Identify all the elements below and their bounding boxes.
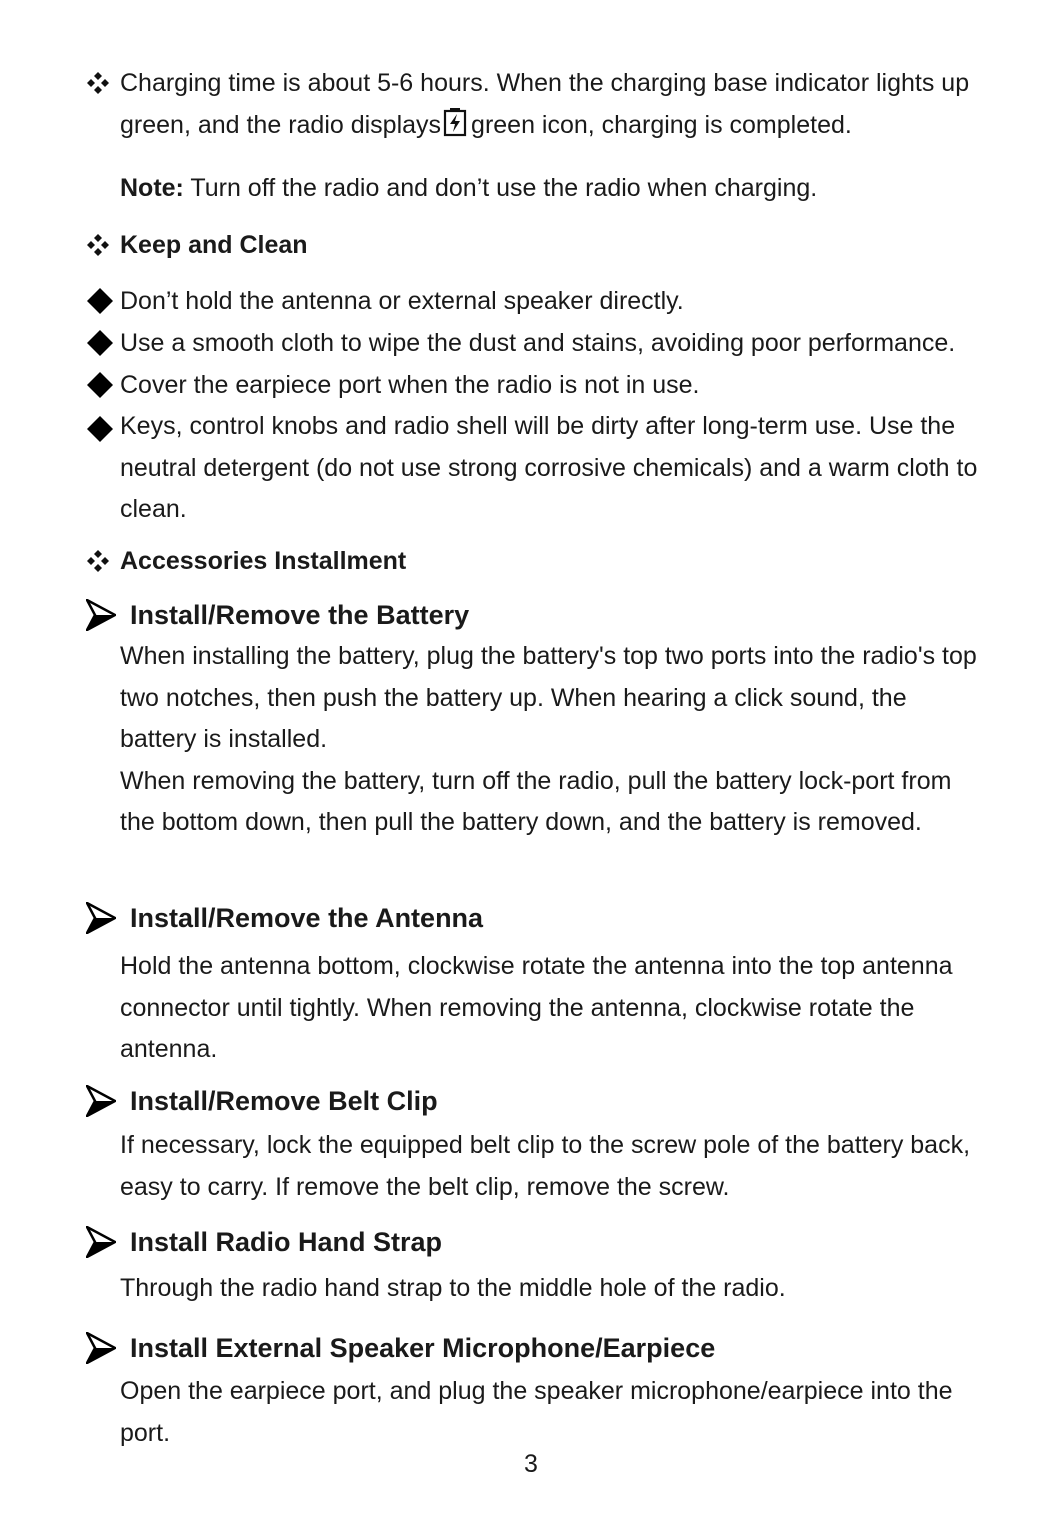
keep-clean-item-1 bbox=[86, 281, 988, 323]
battery-charging-icon bbox=[443, 107, 467, 151]
arrowhead-bullet-icon bbox=[86, 1225, 116, 1259]
charging-text-before-icon: Charging time is about 5-6 hours. When the charging base indicator lights up green, and the radio displays bbox=[120, 69, 970, 139]
keep-clean-item-3 bbox=[86, 365, 988, 407]
keep-clean-item-4 bbox=[86, 406, 988, 531]
section-antenna-heading-item bbox=[86, 901, 988, 935]
section-battery-paragraph-1: When installing the battery, plug the battery's top two ports into the radio's top two notches, then push the battery up. When hearing a click sound, the battery is installed. bbox=[120, 642, 977, 754]
black-diamond-bullet-icon bbox=[86, 288, 116, 314]
section-hand-strap-body bbox=[86, 1268, 988, 1310]
note-label: Note: bbox=[120, 174, 184, 202]
section-hand-strap-title: Install Radio Hand Strap bbox=[130, 1227, 443, 1257]
section-belt-clip-body bbox=[86, 1125, 988, 1208]
arrowhead-bullet-icon bbox=[86, 1084, 116, 1118]
accessories-heading: Accessories Installment bbox=[120, 547, 407, 575]
keep-clean-heading-item bbox=[86, 229, 988, 261]
charging-text bbox=[120, 63, 988, 150]
section-battery-paragraph-2: When removing the battery, turn off the radio, pull the battery lock-port from the bottom down, then pull the battery down, and the battery is removed. bbox=[120, 766, 952, 837]
arrowhead-bullet-icon bbox=[86, 1331, 116, 1365]
keep-clean-text-2: Use a smooth cloth to wipe the dust and stains, avoiding poor performance. bbox=[120, 329, 956, 357]
black-diamond-bullet-icon bbox=[86, 372, 116, 398]
section-speaker-mic-heading-item bbox=[86, 1331, 988, 1365]
accessories-heading-item bbox=[86, 545, 988, 577]
note-line bbox=[86, 168, 988, 210]
four-diamond-bullet-icon bbox=[86, 71, 116, 95]
section-battery-body bbox=[86, 636, 988, 844]
keep-clean-text-3: Cover the earpiece port when the radio is not in use. bbox=[120, 371, 700, 399]
section-belt-clip-heading-item bbox=[86, 1084, 988, 1118]
section-antenna-title: Install/Remove the Antenna bbox=[130, 903, 484, 933]
note-text: Turn off the radio and don’t use the radio when charging. bbox=[183, 174, 818, 202]
arrowhead-bullet-icon bbox=[86, 598, 116, 632]
black-diamond-bullet-icon bbox=[86, 330, 116, 356]
section-belt-clip-paragraph-1: If necessary, lock the equipped belt clip to the screw pole of the battery back, easy to carry. If remove the belt clip, remove the screw. bbox=[120, 1131, 971, 1201]
section-battery-heading-item bbox=[86, 598, 988, 632]
charging-text-after-icon: green icon, charging is completed. bbox=[471, 110, 852, 139]
keep-clean-text-4: Keys, control knobs and radio shell will be dirty after long-term use. Use the neutral detergent (do not use strong corrosive chemicals) and a warm cloth to clean. bbox=[120, 412, 978, 524]
page-number: 3 bbox=[524, 1450, 538, 1478]
charging-item bbox=[86, 63, 988, 150]
section-belt-clip-title: Install/Remove Belt Clip bbox=[130, 1086, 438, 1116]
section-speaker-mic-body bbox=[86, 1371, 988, 1454]
keep-clean-text-1: Don’t hold the antenna or external speaker directly. bbox=[120, 287, 684, 315]
keep-clean-item-2 bbox=[86, 323, 988, 365]
section-speaker-mic-title: Install External Speaker Microphone/Earpiece bbox=[130, 1333, 716, 1363]
section-antenna-paragraph-1: Hold the antenna bottom, clockwise rotate the antenna into the top antenna connector until tightly. When removing the antenna, clockwise rotate the antenna. bbox=[120, 952, 953, 1064]
section-antenna-body bbox=[86, 946, 988, 1071]
section-battery-title: Install/Remove the Battery bbox=[130, 600, 470, 630]
keep-clean-heading: Keep and Clean bbox=[120, 231, 308, 259]
section-hand-strap-heading-item bbox=[86, 1225, 988, 1259]
arrowhead-bullet-icon bbox=[86, 901, 116, 935]
black-diamond-bullet-icon bbox=[86, 416, 116, 442]
section-hand-strap-paragraph-1: Through the radio hand strap to the middle hole of the radio. bbox=[120, 1274, 786, 1302]
section-speaker-mic-paragraph-1: Open the earpiece port, and plug the speaker microphone/earpiece into the port. bbox=[120, 1377, 953, 1447]
four-diamond-bullet-icon bbox=[86, 233, 116, 257]
four-diamond-bullet-icon bbox=[86, 549, 116, 573]
